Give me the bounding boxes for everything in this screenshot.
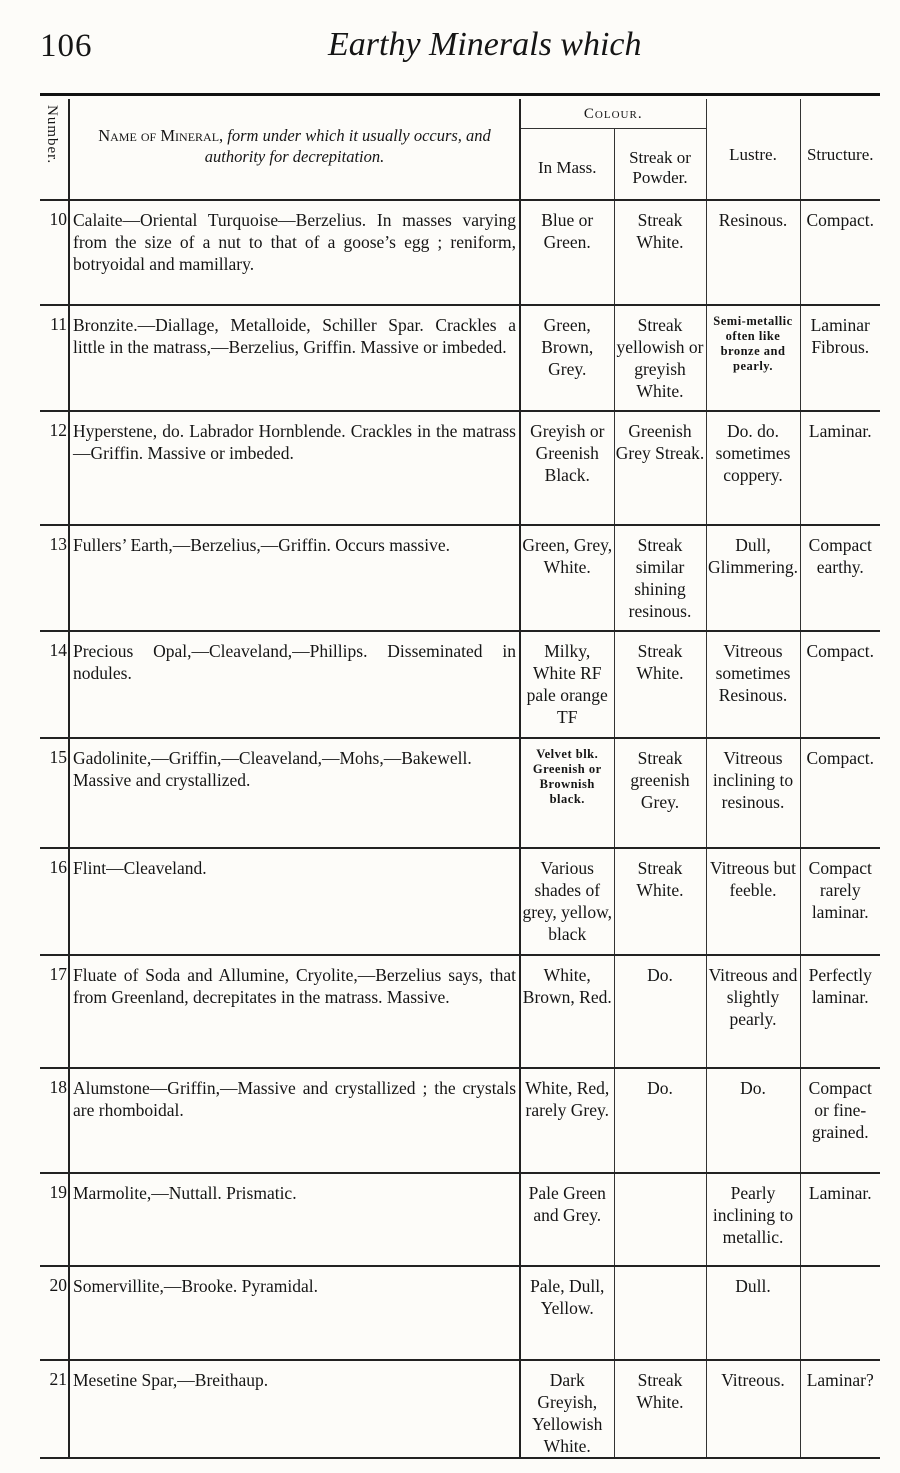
colour-in-mass: Pale Green and Grey. xyxy=(520,1173,614,1266)
mineral-description: Calaite—Oriental Turquoise—Berzelius. In masses varying from the size of a nut to that of a goose’s egg ; reniform, botryoidal and mamillary. xyxy=(69,200,520,305)
page-number: 106 xyxy=(40,28,93,64)
structure: Compact. xyxy=(800,631,880,738)
row-number: 19 xyxy=(40,1173,69,1266)
streak-or-powder: Streak White. xyxy=(614,631,706,738)
mineral-description: Fluate of Soda and Allumine, Cryolite,—Berzelius says, that from Greenland, decrepitates in the matrass. Massive. xyxy=(69,955,520,1068)
running-title: Earthy Minerals which xyxy=(328,26,642,63)
row-number: 14 xyxy=(40,631,69,738)
table-row xyxy=(40,525,880,631)
row-number: 17 xyxy=(40,955,69,1068)
structure: Compact. xyxy=(800,738,880,848)
row-number: 10 xyxy=(40,200,69,305)
streak-or-powder: Greenish Grey Streak. xyxy=(614,411,706,525)
table-row xyxy=(40,1173,880,1266)
lustre: Vitreous and slightly pearly. xyxy=(706,955,800,1068)
table-body xyxy=(40,200,880,1458)
table-row xyxy=(40,1360,880,1458)
structure: Laminar. xyxy=(800,1173,880,1266)
row-number: 13 xyxy=(40,525,69,631)
row-number: 15 xyxy=(40,738,69,848)
lustre: Vitreous. xyxy=(706,1360,800,1458)
colour-in-mass: White, Brown, Red. xyxy=(520,955,614,1068)
mineral-description: Bronzite.—Diallage, Metalloide, Schiller Spar. Crackles a little in the matrass,—Berzelius, Griffin. Massive or imbeded. xyxy=(69,305,520,411)
colour-in-mass: Milky, White RF pale orange TF xyxy=(520,631,614,738)
streak-or-powder xyxy=(614,1173,706,1266)
streak-or-powder: Do. xyxy=(614,955,706,1068)
structure: Laminar? xyxy=(800,1360,880,1458)
row-number: 18 xyxy=(40,1068,69,1173)
colour-in-mass: Blue or Green. xyxy=(520,200,614,305)
lustre: Vitreous but feeble. xyxy=(706,848,800,955)
mineral-description: Alumstone—Griffin,—Massive and crystallized ; the crystals are rhomboidal. xyxy=(69,1068,520,1173)
colour-in-mass: Dark Greyish, Yellowish White. xyxy=(520,1360,614,1458)
structure: Compact. xyxy=(800,200,880,305)
row-number: 11 xyxy=(40,305,69,411)
table-row xyxy=(40,305,880,411)
header-number: Number. xyxy=(40,99,69,200)
header-name: Name of Mineral, form under which it usually occurs, and authority for decrepitation. xyxy=(69,99,520,200)
colour-in-mass: Green, Grey, White. xyxy=(520,525,614,631)
lustre: Resinous. xyxy=(706,200,800,305)
minerals-table-wrap xyxy=(40,93,880,1459)
mineral-description: Fullers’ Earth,—Berzelius,—Griffin. Occurs massive. xyxy=(69,525,520,631)
row-number: 21 xyxy=(40,1360,69,1458)
colour-in-mass: Various shades of grey, yellow, black xyxy=(520,848,614,955)
structure: Laminar. xyxy=(800,411,880,525)
mineral-description: Marmolite,—Nuttall. Prismatic. xyxy=(69,1173,520,1266)
structure: Laminar Fibrous. xyxy=(800,305,880,411)
mineral-description: Gadolinite,—Griffin,—Cleaveland,—Mohs,—Bakewell. Massive and crystallized. xyxy=(69,738,520,848)
mineral-description: Flint—Cleaveland. xyxy=(69,848,520,955)
colour-in-mass: White, Red, rarely Grey. xyxy=(520,1068,614,1173)
streak-or-powder: Streak greenish Grey. xyxy=(614,738,706,848)
streak-or-powder xyxy=(614,1266,706,1360)
table-row xyxy=(40,411,880,525)
streak-or-powder: Streak yellowish or greyish White. xyxy=(614,305,706,411)
header-structure: Structure. xyxy=(800,99,880,200)
lustre: Dull, Glimmering. xyxy=(706,525,800,631)
lustre: Dull. xyxy=(706,1266,800,1360)
table-row xyxy=(40,1266,880,1360)
table-row xyxy=(40,738,880,848)
table-row xyxy=(40,1068,880,1173)
table-row xyxy=(40,848,880,955)
lustre: Do. xyxy=(706,1068,800,1173)
streak-or-powder: Do. xyxy=(614,1068,706,1173)
mineral-description: Mesetine Spar,—Breithaup. xyxy=(69,1360,520,1458)
mineral-description: Hyperstene, do. Labrador Hornblende. Crackles in the matrass—Griffin. Massive or imbeded. xyxy=(69,411,520,525)
table-row xyxy=(40,955,880,1068)
lustre: Vitreous inclining to resinous. xyxy=(706,738,800,848)
colour-in-mass: Pale, Dull, Yellow. xyxy=(520,1266,614,1360)
top-rule xyxy=(40,93,880,96)
header-in-mass: In Mass. xyxy=(520,128,614,200)
mineral-description: Precious Opal,—Cleaveland,—Phillips. Disseminated in nodules. xyxy=(69,631,520,738)
structure xyxy=(800,1266,880,1360)
structure: Compact earthy. xyxy=(800,525,880,631)
lustre: Pearly inclining to metallic. xyxy=(706,1173,800,1266)
row-number: 20 xyxy=(40,1266,69,1360)
structure: Perfectly laminar. xyxy=(800,955,880,1068)
streak-or-powder: Streak similar shining resinous. xyxy=(614,525,706,631)
streak-or-powder: Streak White. xyxy=(614,1360,706,1458)
header-streak: Streak or Powder. xyxy=(614,128,706,200)
row-number: 12 xyxy=(40,411,69,525)
streak-or-powder: Streak White. xyxy=(614,848,706,955)
streak-or-powder: Streak White. xyxy=(614,200,706,305)
table-row xyxy=(40,200,880,305)
lustre: Semi-metallic often like bronze and pearly. xyxy=(706,305,800,411)
lustre: Do. do. sometimes coppery. xyxy=(706,411,800,525)
table-row xyxy=(40,631,880,738)
colour-in-mass: Green, Brown, Grey. xyxy=(520,305,614,411)
mineral-description: Somervillite,—Brooke. Pyramidal. xyxy=(69,1266,520,1360)
structure: Compact or fine-grained. xyxy=(800,1068,880,1173)
structure: Compact rarely laminar. xyxy=(800,848,880,955)
header-lustre: Lustre. xyxy=(706,99,800,200)
page-header xyxy=(0,0,900,92)
row-number: 16 xyxy=(40,848,69,955)
colour-in-mass: Velvet blk. Greenish or Brownish black. xyxy=(520,738,614,848)
colour-in-mass: Greyish or Greenish Black. xyxy=(520,411,614,525)
minerals-table xyxy=(40,99,880,1459)
header-colour: Colour. xyxy=(520,99,706,128)
lustre: Vitreous sometimes Resinous. xyxy=(706,631,800,738)
